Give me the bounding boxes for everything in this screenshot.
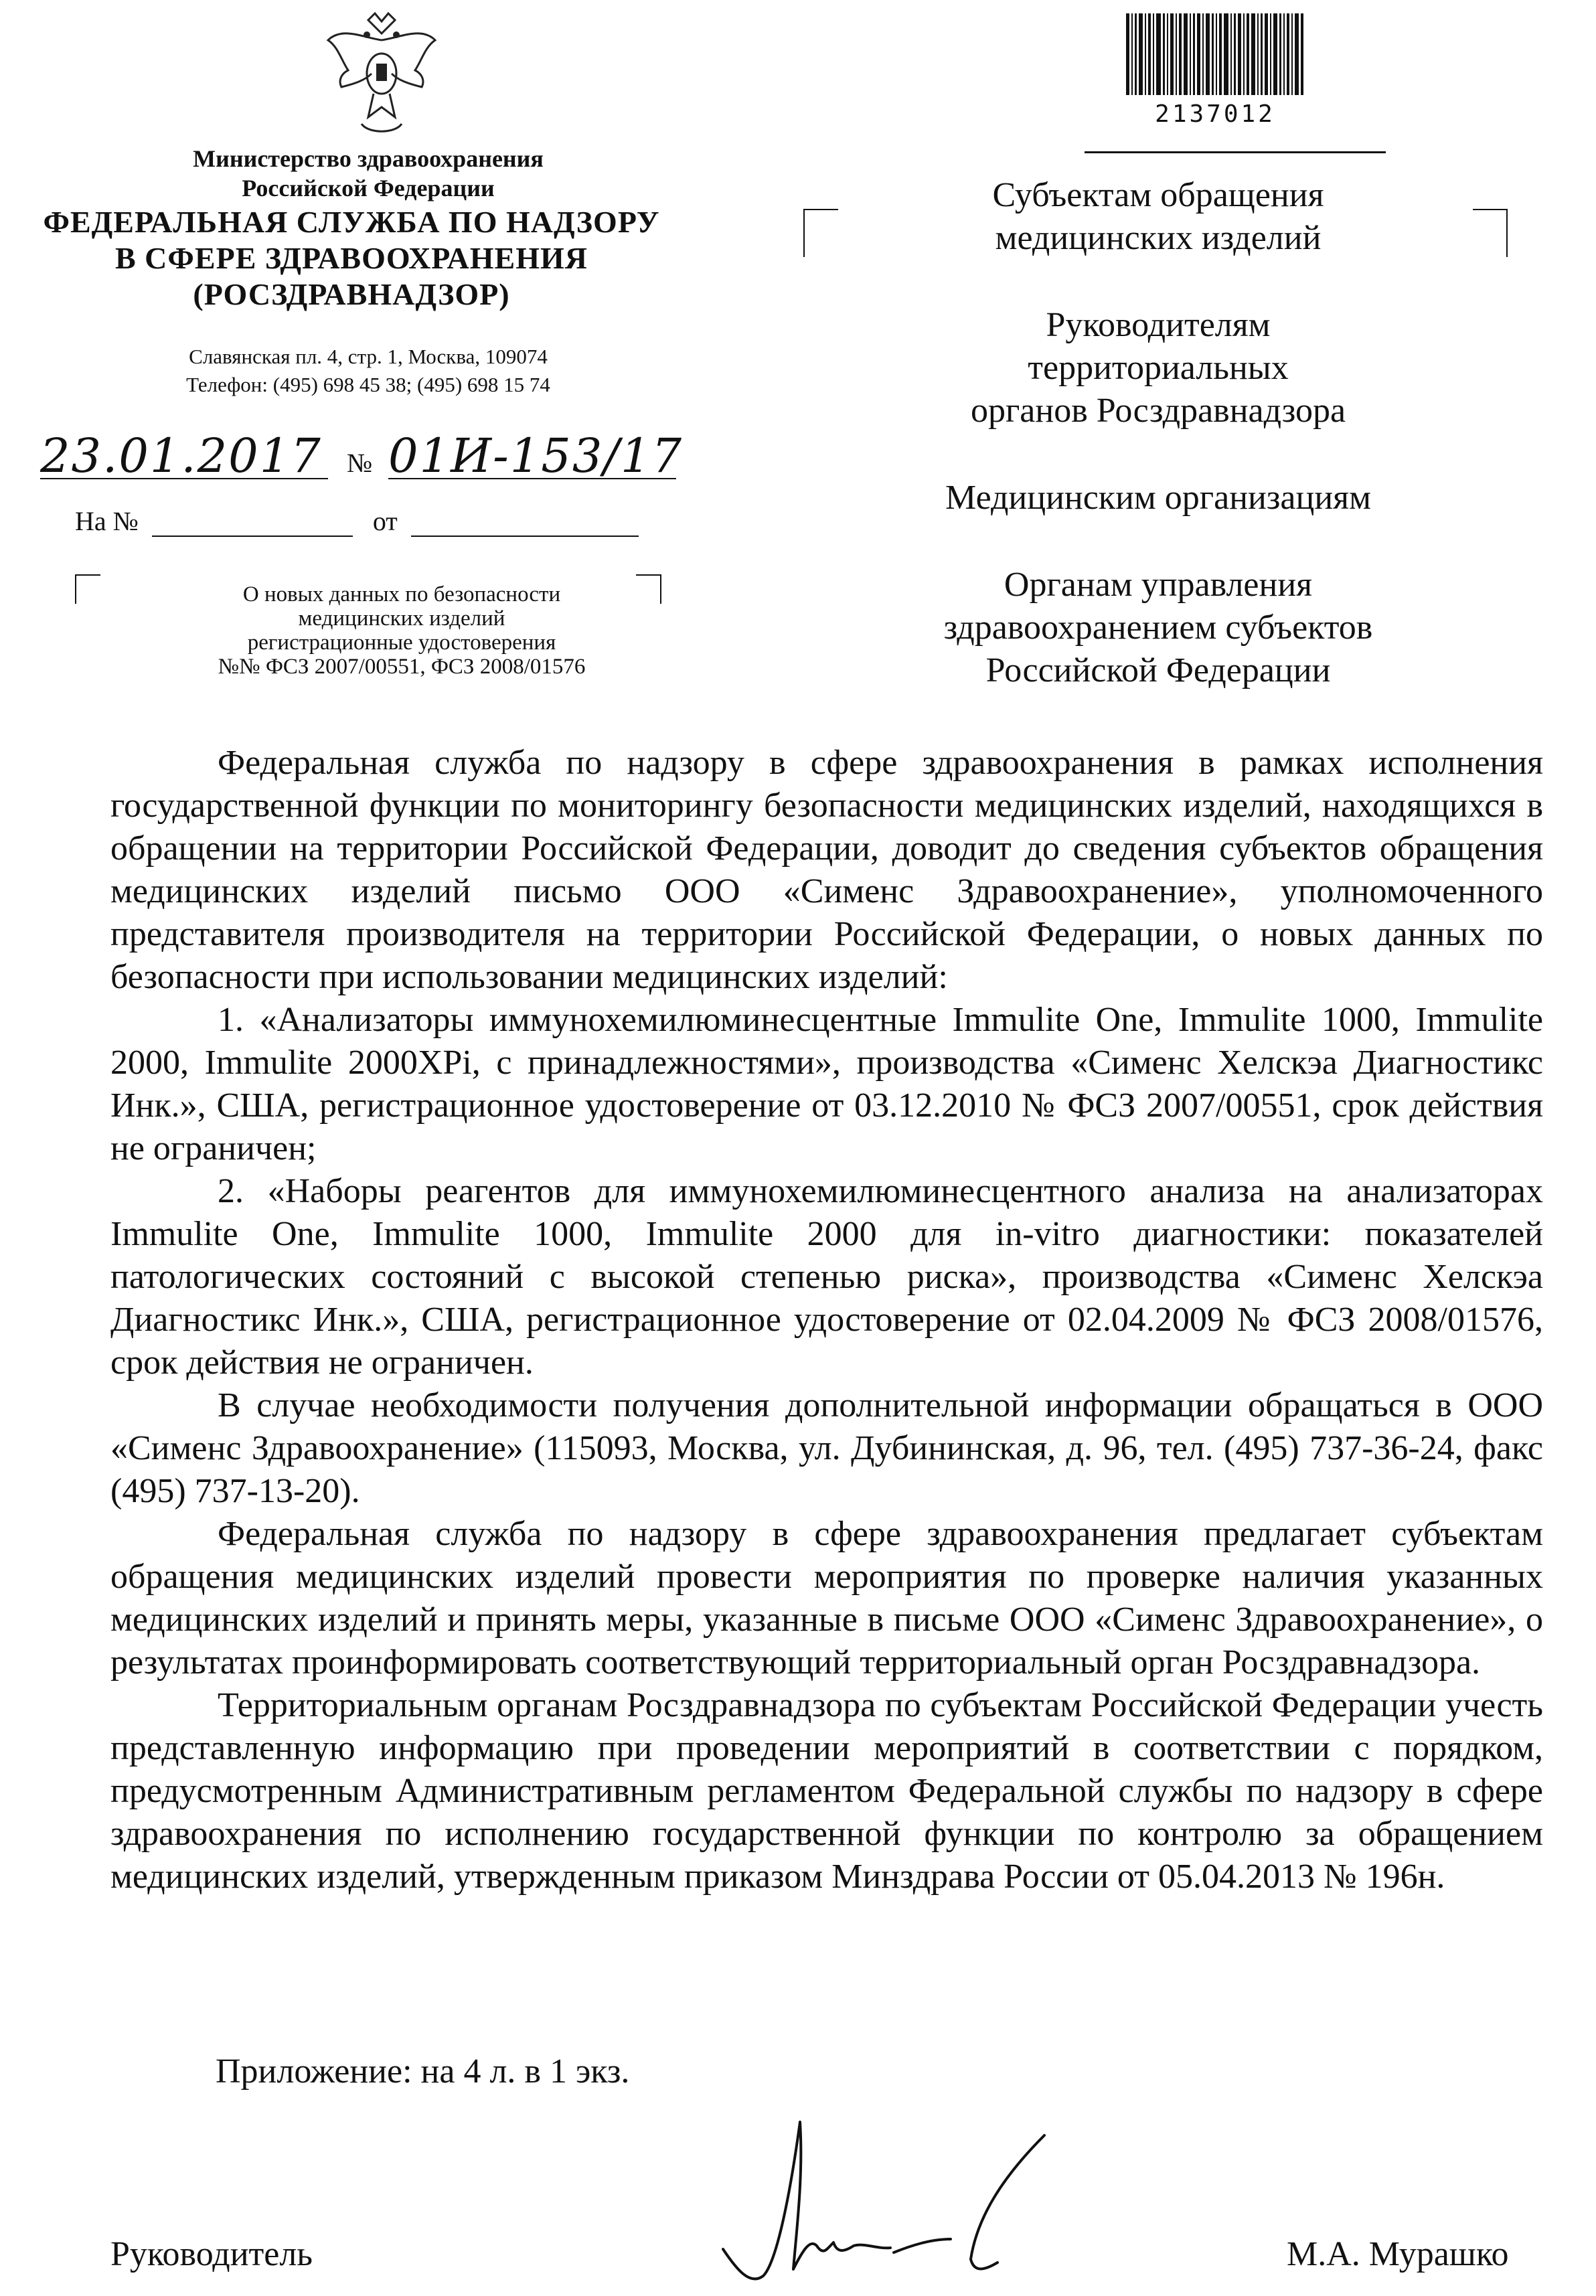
handwritten-signature-icon xyxy=(710,2095,1085,2296)
recipient-line: Руководителям xyxy=(1046,306,1271,344)
number-label: № xyxy=(347,448,373,478)
letter-body xyxy=(110,742,1543,1898)
agency-line: (РОСЗДРАВНАДЗОР) xyxy=(193,277,510,311)
agency-name xyxy=(40,204,663,313)
registration-number: 01И-153/17 xyxy=(388,428,684,483)
registration-date: 23.01.2017 xyxy=(40,428,322,483)
recipient-group xyxy=(823,477,1493,519)
subject-line: регистрационные удостоверения xyxy=(247,631,556,655)
ref-date-label: от xyxy=(372,506,398,536)
recipient-line: медицинских изделий xyxy=(995,219,1322,257)
recipient-line: органов Росздравнадзора xyxy=(970,392,1346,430)
recipient-group xyxy=(823,174,1493,260)
subject-line: медицинских изделий xyxy=(298,606,505,631)
recipient-group xyxy=(823,564,1493,692)
recipient-line: Медицинским организациям xyxy=(945,479,1371,517)
body-list-item: 1. «Анализаторы иммунохемилюминесцентные Immulite One, Immulite 1000, Immulite 2000, Immulite 2000XPi, с принадлежностями», производства «Сименс Хелскэа Диагностикс Инк.», США, регистрационное удостоверение от 03.12.2010 № ФСЗ 2007/00551, срок действия не ограничен; xyxy=(110,1001,1543,1167)
signer-role: Руководитель xyxy=(110,2235,313,2273)
recipient-line: Субъектам обращения xyxy=(992,176,1324,214)
recipients-block xyxy=(823,174,1493,736)
body-paragraph: Федеральная служба по надзору в сфере здравоохранения предлагает субъектам обращения медицинских изделий провести мероприятия по проверке наличия указанных медицинских изделий и принять меры, указанные в письме ООО «Сименс Здравоохранение», о результатах проинформировать соответствующий территориальный орган Росздравнадзора. xyxy=(110,1515,1543,1682)
barcode-divider xyxy=(1085,151,1386,153)
recipient-line: здравоохранением субъектов xyxy=(943,608,1373,647)
signer-name: М.А. Мурашко xyxy=(1287,2235,1509,2273)
body-paragraph: Территориальным органам Росздравнадзора по субъектам Российской Федерации учесть представленную информацию при проведении мероприятий в соответствии с порядком, предусмотренным Административным регламентом Федеральной службы по надзору в сфере здравоохранения по исполнению государственной функции по контролю за обращением медицинских изделий, утвержденным приказом Минздрава России от 05.04.2013 № 196н. xyxy=(110,1686,1543,1896)
agency-line: ФЕДЕРАЛЬНАЯ СЛУЖБА ПО НАДЗОРУ xyxy=(43,205,660,239)
recipient-group xyxy=(823,304,1493,432)
barcode-icon xyxy=(1125,13,1305,95)
registration-date-field xyxy=(40,428,328,482)
body-paragraph: В случае необходимости получения дополнительной информации обращаться в ООО «Сименс Здравоохранение» (115093, Москва, ул. Дубининская, д. 96, тел. (495) 737-36-24, факс (495) 737-13-20). xyxy=(110,1386,1543,1510)
ref-number-blank xyxy=(152,509,353,537)
subject-line: №№ ФСЗ 2007/00551, ФСЗ 2008/01576 xyxy=(218,655,586,679)
body-paragraph: Федеральная служба по надзору в сфере здравоохранения в рамках исполнения государственной функции по мониторингу безопасности медицинских изделий, находящихся в обращении на территории Российской Федерации, доводит до сведения субъектов обращения медицинских изделий письмо ООО «Сименс Здравоохранение», уполномоченного представителя производителя на территории Российской Федерации, о новых данных по безопасности при использовании медицинских изделий: xyxy=(110,744,1543,996)
phone-line: Телефон: (495) 698 45 38; (495) 698 15 74 xyxy=(186,373,550,396)
ministry-name xyxy=(107,144,629,203)
agency-address xyxy=(107,343,629,399)
recipient-line: территориальных xyxy=(1028,349,1289,387)
ministry-line: Министерство здравоохранения xyxy=(193,145,544,172)
reference-line xyxy=(75,505,639,537)
ref-number-label: На № xyxy=(75,506,139,536)
coat-of-arms-icon xyxy=(301,7,462,137)
body-list-item: 2. «Наборы реагентов для иммунохемилюминесцентного анализа на анализаторах Immulite One, Immulite 1000, Immulite 2000 для in-vitro диагностики: показателей патологических состояний с высокой степенью риска», производства «Сименс Хелскэа Диагностикс Инк.», США, регистрационное удостоверение от 02.04.2009 № ФСЗ 2008/01576, срок действия не ограничен. xyxy=(110,1172,1543,1382)
address-line: Славянская пл. 4, стр. 1, Москва, 109074 xyxy=(189,345,548,368)
subject-line: О новых данных по безопасности xyxy=(242,582,561,606)
subject-bracket-left xyxy=(75,574,100,604)
recipient-line: Органам управления xyxy=(1004,566,1313,604)
subject-block xyxy=(127,582,676,679)
attachment-note: Приложение: на 4 л. в 1 экз. xyxy=(216,2052,630,2090)
recipient-line: Российской Федерации xyxy=(985,651,1331,689)
ref-date-blank xyxy=(411,509,639,537)
registration-number-field xyxy=(388,428,684,483)
ministry-line: Российской Федерации xyxy=(242,175,495,201)
agency-line: В СФЕРЕ ЗДРАВООХРАНЕНИЯ xyxy=(115,241,588,275)
barcode-number: 2137012 xyxy=(1155,100,1275,128)
